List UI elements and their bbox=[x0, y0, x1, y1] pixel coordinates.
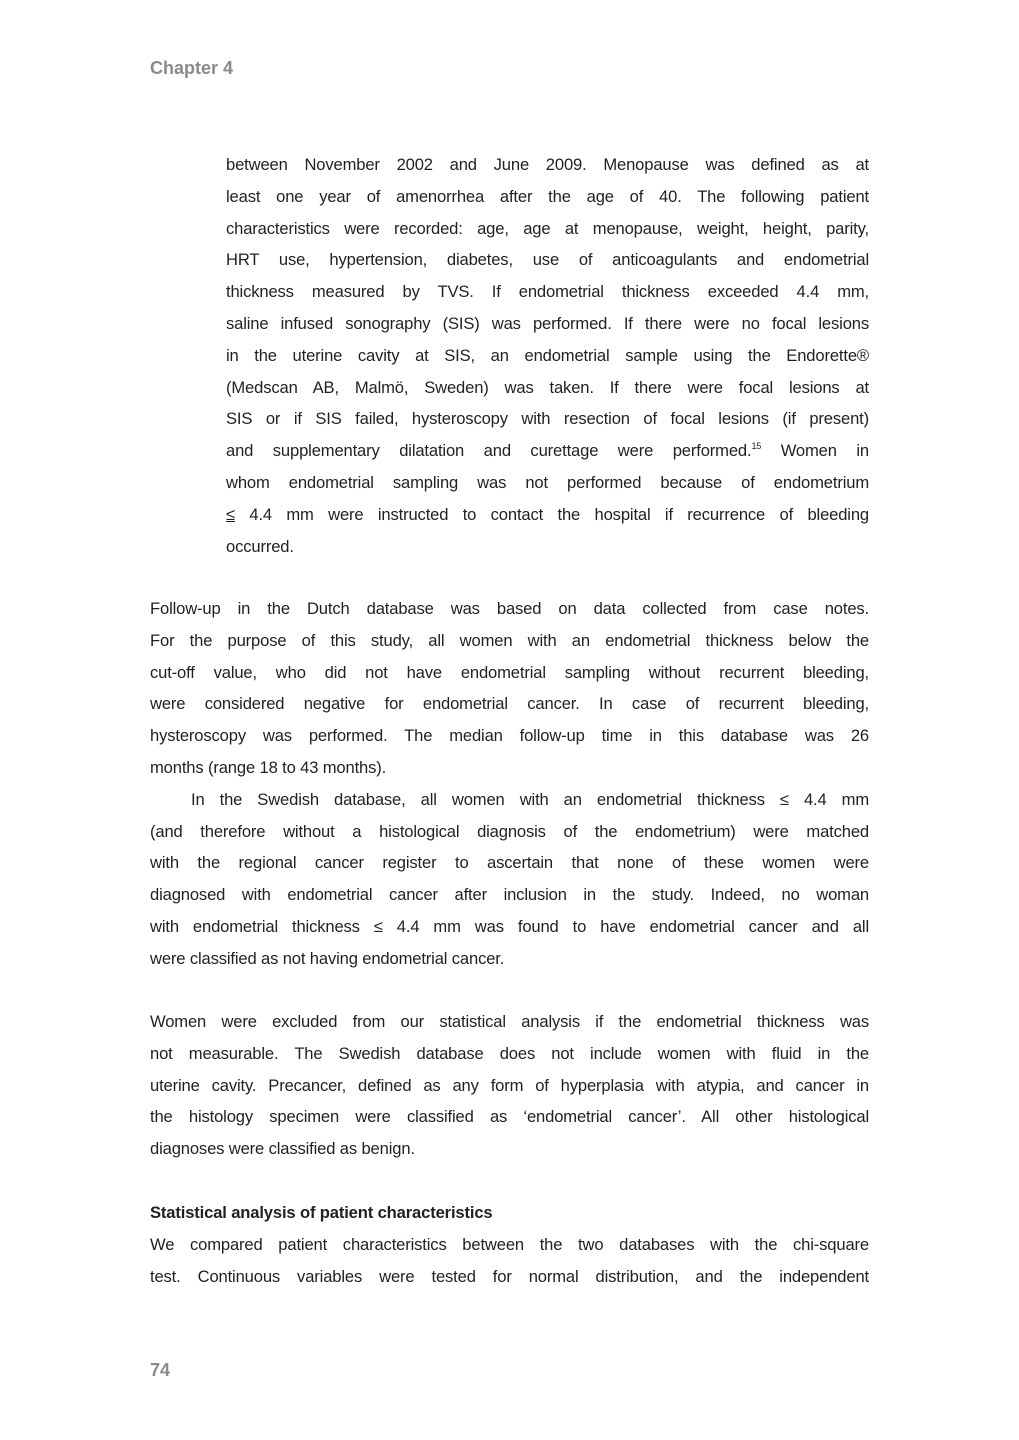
text-run: and supplementary dilatation and curettage were performed. bbox=[226, 441, 752, 461]
text-run: Statistical analysis of patient characteristics bbox=[150, 1203, 493, 1222]
page-number: 74 bbox=[150, 1360, 171, 1380]
text-line bbox=[150, 657, 869, 689]
text-run: were considered negative for endometrial cancer. In case of recurrent bleeding, bbox=[150, 694, 869, 714]
text-run: in the uterine cavity at SIS, an endometrial sample using the Endorette® bbox=[226, 345, 869, 365]
text-line bbox=[150, 816, 869, 848]
text-run: between November 2002 and June 2009. Menopause was defined as at bbox=[226, 155, 869, 174]
text-run: diagnosed with endometrial cancer after inclusion in the study. Indeed, no woman bbox=[150, 885, 869, 905]
text-run: For the purpose of this study, all women with an endometrial thickness below the bbox=[150, 630, 869, 650]
text-run: with endometrial thickness ≤ 4.4 mm was found to have endometrial cancer and all bbox=[150, 916, 869, 936]
text-line bbox=[150, 1229, 869, 1261]
text-line bbox=[150, 1070, 869, 1102]
text-run: uterine cavity. Precancer, defined as any form of hyperplasia with atypia, and cancer in bbox=[150, 1075, 869, 1095]
text-run: In the Swedish database, all women with an endometrial thickness ≤ 4.4 mm bbox=[191, 789, 869, 809]
text-line bbox=[150, 1261, 869, 1293]
text-run: Women in bbox=[761, 441, 869, 461]
text-line bbox=[150, 625, 869, 657]
text-run: 4.4 mm were instructed to contact the hospital if recurrence of bleeding bbox=[234, 504, 869, 524]
text-line bbox=[226, 149, 869, 181]
text-run: with the regional cancer register to ascertain that none of these women were bbox=[150, 853, 869, 873]
chapter-header: Chapter 4 bbox=[150, 58, 234, 78]
text-line bbox=[226, 340, 869, 372]
text-line bbox=[150, 911, 869, 943]
text-run: occurred. bbox=[226, 536, 294, 556]
statistical-analysis-section bbox=[150, 1197, 869, 1292]
text-run: Follow-up in the Dutch database was based on data collected from case notes. bbox=[150, 599, 869, 618]
text-run: thickness measured by TVS. If endometrial thickness exceeded 4.4 mm, bbox=[226, 282, 869, 302]
text-run: (and therefore without a histological diagnosis of the endometrium) were matched bbox=[150, 821, 869, 841]
text-line bbox=[150, 688, 869, 720]
text-line bbox=[150, 1101, 869, 1133]
text-run: the histology specimen were classified as ‘endometrial cancer’. All other histological bbox=[150, 1107, 869, 1127]
text-line bbox=[226, 276, 869, 308]
text-run: months (range 18 to 43 months). bbox=[150, 757, 387, 777]
text-line bbox=[226, 213, 869, 245]
text-run: hysteroscopy was performed. The median follow-up time in this database was 26 bbox=[150, 726, 869, 746]
text-line bbox=[150, 752, 869, 784]
citation-superscript: 15 bbox=[751, 441, 762, 452]
text-line bbox=[150, 1038, 869, 1070]
indented-paragraph bbox=[226, 149, 869, 562]
text-run: test. Continuous variables were tested for normal distribution, and the independent bbox=[150, 1266, 869, 1286]
text-line bbox=[226, 499, 869, 531]
text-line bbox=[226, 435, 869, 467]
text-run: diagnoses were classified as benign. bbox=[150, 1139, 415, 1159]
text-run: Women were excluded from our statistical analysis if the endometrial thickness was bbox=[150, 1012, 869, 1031]
text-run: saline infused sonography (SIS) was performed. If there were no focal lesions bbox=[226, 313, 869, 333]
text-line bbox=[226, 403, 869, 435]
text-line bbox=[150, 1133, 869, 1165]
text-line bbox=[150, 784, 869, 816]
text-run: SIS or if SIS failed, hysteroscopy with resection of focal lesions (if present) bbox=[226, 409, 869, 429]
text-line bbox=[226, 467, 869, 499]
text-line bbox=[226, 181, 869, 213]
text-run: HRT use, hypertension, diabetes, use of anticoagulants and endometrial bbox=[226, 250, 869, 270]
text-line bbox=[226, 372, 869, 404]
text-line bbox=[150, 943, 869, 975]
text-line bbox=[150, 879, 869, 911]
text-line bbox=[226, 308, 869, 340]
section-heading bbox=[150, 1197, 869, 1229]
text-line bbox=[150, 720, 869, 752]
text-run: least one year of amenorrhea after the age of 40. The following patient bbox=[226, 186, 869, 206]
text-run: We compared patient characteristics between the two databases with the chi-square bbox=[150, 1234, 869, 1254]
text-run: whom endometrial sampling was not performed because of endometrium bbox=[226, 472, 869, 492]
text-line bbox=[226, 531, 869, 563]
exclusion-paragraph bbox=[150, 1006, 869, 1165]
text-run: ≤ bbox=[226, 504, 235, 524]
text-line bbox=[150, 1006, 869, 1038]
follow-up-paragraphs bbox=[150, 593, 869, 975]
text-run: (Medscan AB, Malmö, Sweden) was taken. If there were focal lesions at bbox=[226, 377, 869, 397]
text-run: characteristics were recorded: age, age at menopause, weight, height, parity, bbox=[226, 218, 869, 238]
text-run: were classified as not having endometrial cancer. bbox=[150, 948, 505, 968]
text-line bbox=[226, 244, 869, 276]
text-run: cut-off value, who did not have endometrial sampling without recurrent bleeding, bbox=[150, 662, 869, 682]
text-line bbox=[150, 593, 869, 625]
text-line bbox=[150, 847, 869, 879]
text-run: not measurable. The Swedish database does not include women with fluid in the bbox=[150, 1043, 869, 1063]
